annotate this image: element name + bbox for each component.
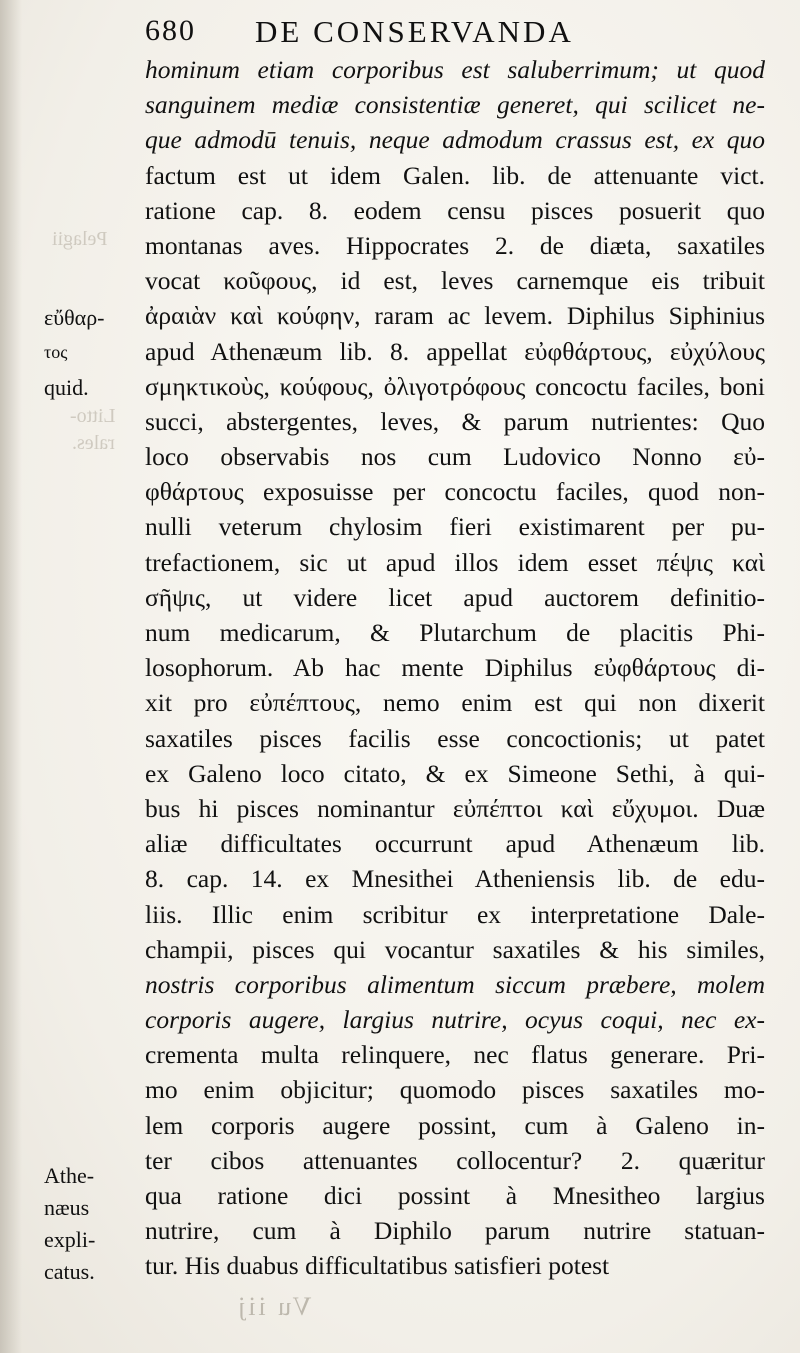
text-line: sanguinem mediæ consistentiæ generet, qui scilicet ne-	[145, 90, 765, 120]
text-line: crementa multa relinquere, nec flatus generare. Pri-	[145, 1040, 765, 1070]
text-line: σῆψις, ut videre licet apud auctorem definitio-	[145, 582, 765, 612]
text-line: num medicarum, & Plutarchum de placitis Phi-	[145, 618, 765, 647]
text-line: 8. cap. 14. ex Mnesithei Atheniensis lib. de edu-	[145, 864, 765, 894]
body-text	[145, 52, 765, 1284]
text-line: corporis augere, largius nutrire, ocyus coqui, nec ex-	[145, 1005, 765, 1035]
margin-note-line: catus.	[44, 1259, 95, 1284]
bleed-through-signature: Vu iij	[235, 1292, 312, 1321]
bleed-through-text: Pelagii	[52, 228, 108, 250]
text-line: saxatiles pisces facilis esse concoctionis; ut patet	[145, 723, 765, 753]
text-line: nulli veterum chylosim fieri existimarent per pu-	[145, 512, 765, 542]
text-line: factum est ut idem Galen. lib. de attenuante vict.	[145, 160, 765, 190]
text-line: ratione cap. 8. eodem censu pisces posuerit quo	[145, 195, 765, 225]
text-line: champii, pisces qui vocantur saxatiles & his similes,	[145, 934, 765, 964]
text-line: ex Galeno loco citato, & ex Simeone Sethi, à qui-	[145, 758, 765, 788]
text-line: nostris corporibus alimentum siccum præbere, molem	[145, 969, 765, 999]
text-line: aliæ difficultates occurrunt apud Athenæum lib.	[145, 829, 765, 859]
text-line: succi, abstergentes, leves, & parum nutrientes: Quo	[145, 406, 765, 436]
margin-note-line: quid.	[44, 375, 89, 400]
text-line: tur. His duabus difficultatibus satisfieri potest	[145, 1251, 610, 1281]
gutter-shadow	[0, 0, 22, 1353]
page-header	[145, 10, 765, 50]
bleed-through-text: rales.	[72, 432, 115, 454]
running-title: DE CONSERVANDA	[255, 14, 574, 49]
text-line: σμηκτικοὺς, κούφους, ὀλιγοτρόφους concoctu faciles, boni	[145, 371, 765, 401]
text-line: φθάρτους exposuisse per concoctu faciles, quod non-	[145, 477, 765, 507]
text-line: qua ratione dici possint à Mnesitheo largius	[145, 1181, 765, 1210]
text-line: montanas aves. Hippocrates 2. de diæta, saxatiles	[145, 230, 765, 260]
text-line: mo enim objicitur; quomodo pisces saxatiles mo-	[145, 1075, 765, 1105]
text-line: ter cibos attenuantes collocentur? 2. quæritur	[145, 1145, 765, 1175]
text-line: nutrire, cum à Diphilo parum nutrire statuan-	[145, 1216, 765, 1246]
margin-note-line: εὔθαρ-	[44, 305, 105, 330]
margin-note-athenaeus	[44, 1160, 140, 1288]
text-line: lem corporis augere possint, cum à Galeno in-	[145, 1110, 765, 1140]
margin-note-greek	[44, 300, 140, 370]
text-line: liis. Illic enim scribitur ex interpretatione Dale-	[145, 899, 765, 929]
margin-note-line: expli-	[44, 1227, 96, 1252]
margin-note-line: Athe-	[44, 1163, 95, 1188]
text-line: que admodū tenuis, neque admodum crassus est, ex quo	[145, 125, 765, 155]
text-line: ἀραιὰν καὶ κούφην, raram ac levem. Diphilus Siphinius	[145, 301, 765, 331]
text-line: apud Athenæum lib. 8. appellat εὐφθάρτους, εὐχύλους	[145, 336, 765, 366]
margin-note-line: næus	[44, 1195, 90, 1220]
margin-note-line: τος	[44, 342, 68, 362]
text-line: hominum etiam corporibus est saluberrimum; ut quod	[145, 55, 765, 84]
bleed-through-text: Litto-	[70, 405, 116, 427]
text-line: bus hi pisces nominantur εὐπέπτοι καὶ εὔχυμοι. Duæ	[145, 793, 765, 823]
margin-note-quid	[44, 370, 140, 405]
text-line: trefactionem, sic ut apud illos idem esset πέψις καὶ	[145, 547, 765, 577]
text-line: losophorum. Ab hac mente Diphilus εὐφθάρτους di-	[145, 653, 765, 683]
page-number: 680	[145, 14, 196, 47]
text-line: xit pro εὐπέπτους, nemo enim est qui non dixerit	[145, 688, 765, 718]
text-line: loco observabis nos cum Ludovico Nonno εὐ-	[145, 442, 765, 472]
text-line: vocat κοῦφους, id est, leves carnemque eis tribuit	[145, 266, 765, 296]
